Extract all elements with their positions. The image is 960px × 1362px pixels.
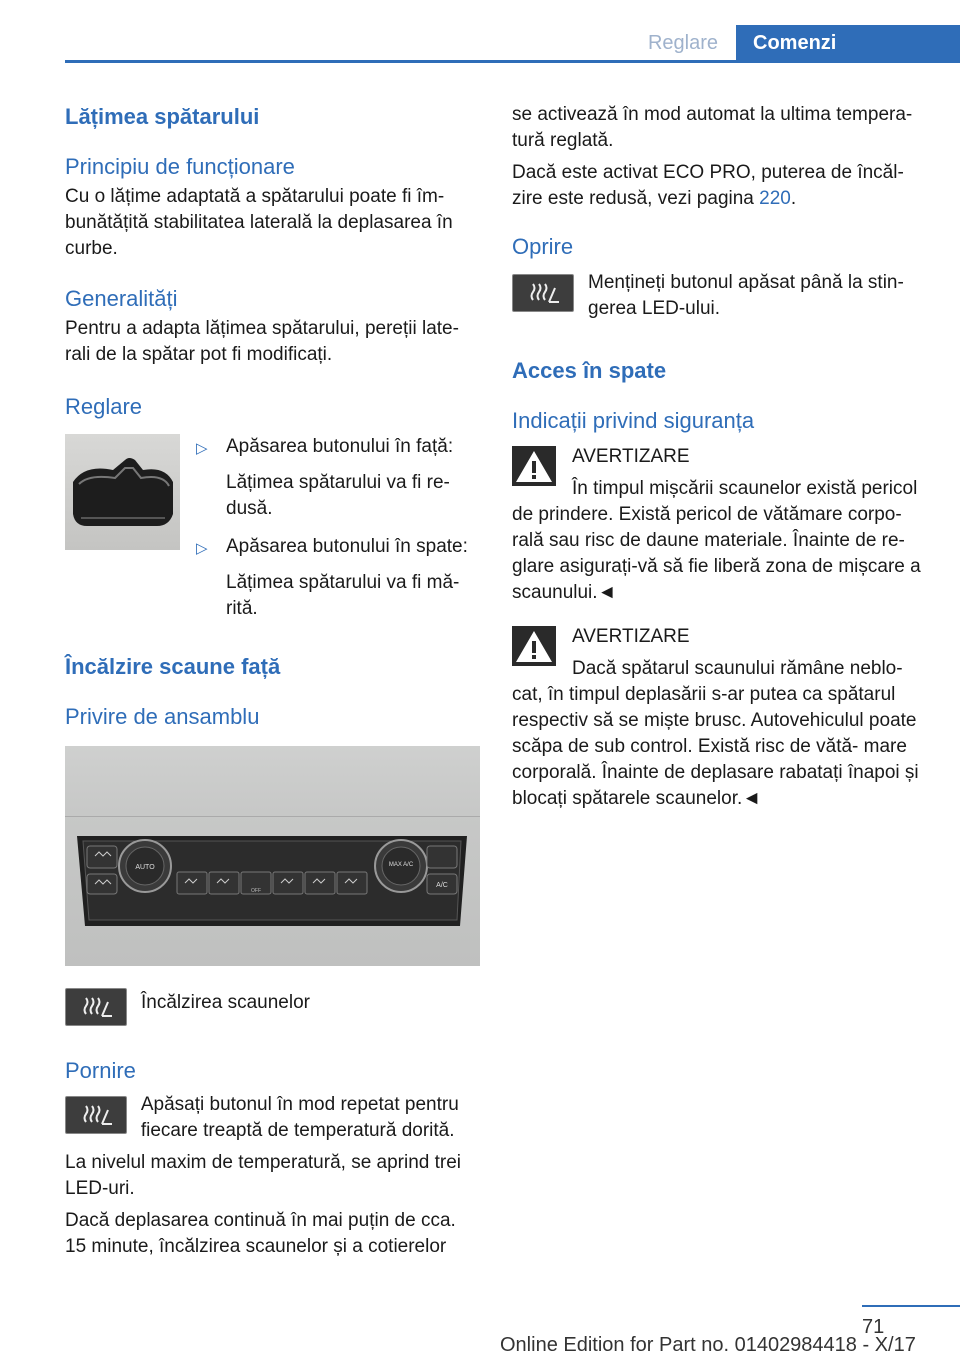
right-column bbox=[512, 100, 924, 812]
warning-1-text: În timpul mișcării scaunelor există pericol de prindere. Există pericol de vătămare corpo- rală sau risc de daune materiale. Înainte de re- glare asigurați-vă să fie liberă zona de mișcare a scaunului.◄ bbox=[512, 478, 921, 603]
page-number: 71 bbox=[862, 1316, 885, 1338]
text-principiu: Cu o lățime adaptată a spătarului poate fi îm- bunătățită stabilitatea laterală la deplasarea în curbe. bbox=[65, 186, 453, 259]
list-item-sub: Lățimea spătarului va fi mă- rită. bbox=[226, 572, 460, 619]
list-item: ▷ Apăsarea butonului în față: bbox=[196, 434, 480, 462]
left-column bbox=[65, 100, 480, 1260]
text-eco-pro: Dacă este activat ECO PRO, puterea de încăl- zire este redusă, vezi pagina 220. bbox=[512, 162, 904, 209]
text-pornire: Apăsați butonul în mod repetat pentru fiecare treaptă de temperatură dorită. bbox=[140, 1094, 459, 1141]
seat-heating-icon bbox=[65, 988, 127, 1026]
heading-acces: Acces în spate bbox=[512, 358, 667, 383]
pornire-row bbox=[65, 1092, 480, 1144]
warning-2-title: AVERTIZARE bbox=[572, 626, 690, 647]
footer-rule bbox=[862, 1305, 960, 1307]
oprire-row bbox=[512, 270, 924, 322]
warning-2-text: Dacă spătarul scaunului rămâne neblo- cat, în timpul deplasării s-ar putea ca spătarul respectiv să se miște brusc. Autovehiculul poate scăpa de sub control. Există risc de vătă- mare corporală. Înainte de deplasare rabatați înapoi și blocați spătarele scaunelor.◄ bbox=[512, 658, 919, 809]
climate-panel-icon bbox=[65, 746, 480, 966]
heading-oprire: Oprire bbox=[512, 234, 574, 259]
page-link-220[interactable]: 220 bbox=[759, 188, 791, 209]
panel-label-max: MAX A/C bbox=[388, 862, 414, 868]
heading-privire: Privire de ansamblu bbox=[65, 704, 260, 729]
heading-latime: Lățimea spătarului bbox=[65, 104, 260, 129]
heading-generalitati: Generalități bbox=[65, 286, 178, 311]
text-deplasare: Dacă deplasarea continuă în mai puțin de cca. 15 minute, încălzirea scaunelor și a cotierelor bbox=[65, 1210, 456, 1257]
caption-incalzire: Încălzirea scaunelor bbox=[141, 992, 310, 1013]
seat-heating-icon bbox=[512, 274, 574, 312]
warning-triangle-icon bbox=[512, 626, 556, 666]
backrest-switch-photo bbox=[65, 434, 180, 550]
heading-pornire: Pornire bbox=[65, 1058, 136, 1083]
triangle-bullet-icon: ▷ bbox=[196, 540, 208, 557]
climate-panel-photo bbox=[65, 746, 480, 966]
list-item: ▷ Apăsarea butonului în spate: bbox=[196, 534, 480, 562]
reglare-block bbox=[65, 434, 480, 622]
panel-label-ac: A/C bbox=[436, 882, 448, 889]
text-continuare: se activează în mod automat la ultima tempera- tură reglată. bbox=[512, 104, 913, 151]
heading-principiu: Principiu de funcționare bbox=[65, 154, 295, 179]
header-tab-section[interactable]: Reglare bbox=[647, 32, 719, 54]
list-item-sub: Lățimea spătarului va fi re- dusă. bbox=[226, 472, 450, 519]
warning-1-title: AVERTIZARE bbox=[572, 446, 690, 467]
backrest-switch-icon bbox=[65, 434, 180, 550]
triangle-bullet-icon: ▷ bbox=[196, 440, 208, 457]
seat-heating-icon bbox=[65, 1096, 127, 1134]
caption-row bbox=[65, 988, 480, 1026]
header-tab-chapter[interactable]: Comenzi bbox=[736, 25, 960, 62]
header-rule bbox=[65, 60, 960, 63]
panel-label-auto: AUTO bbox=[135, 864, 155, 871]
edition-text: Online Edition for Part no. 01402984418 - X/17 bbox=[500, 1334, 916, 1356]
heading-incalzire: Încălzire scaune față bbox=[65, 654, 281, 679]
text-generalitati: Pentru a adapta lățimea spătarului, pereții late- rali de la spătar pot fi modificați. bbox=[65, 318, 459, 365]
heading-indicatii: Indicații privind siguranța bbox=[512, 408, 755, 433]
text-oprire: Mențineți butonul apăsat până la stin- gerea LED-ului. bbox=[588, 272, 904, 319]
heading-reglare: Reglare bbox=[65, 394, 143, 419]
warning-triangle-icon bbox=[512, 446, 556, 486]
panel-label-off: OFF bbox=[251, 888, 261, 894]
reglare-list bbox=[196, 434, 480, 622]
text-nivel: La nivelul maxim de temperatură, se aprind trei LED-uri. bbox=[65, 1152, 462, 1199]
